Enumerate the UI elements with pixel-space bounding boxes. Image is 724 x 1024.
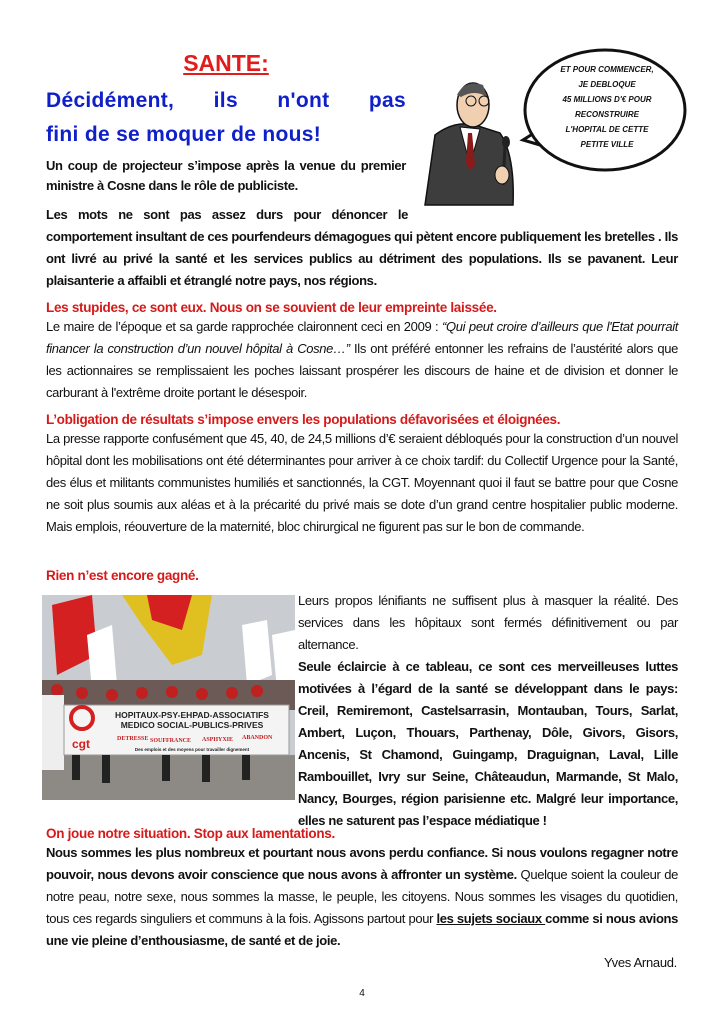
section-obligation [46, 412, 678, 538]
demonstration-photo [42, 595, 295, 800]
bubble-line: 45 MILLIONS D'€ POUR [562, 95, 652, 104]
section-text-bold: Nous sommes les plus nombreux et pourtant nous avons perdu confiance. Si nous voulons regagner notre pouvoir, nous devons avoir conscience que nous avons à affronter un système. [46, 845, 678, 882]
section-text-bold: Seule éclaircie à ce tableau, ce sont ces merveilleuses luttes motivées à l’égard de la santé se développant dans le pays: Creil, Remiremont, Castelsarrasin, Montauban, Tours, Sarlat, Ambert, Luçon, Thouars, Parthenay, Dôle, Givors, Gisors, Ancenis, St Chamond, Guingamp, Draguignan, Laval, Lille Rambouillet, Ivry sur Seine, Châteaudun, Marmande, St Malo, Nancy, Bourges, région parisienne etc. Malgré leur importance, elles ne saturent pas l’espace médiatique ! [298, 659, 678, 828]
section-stupides [46, 300, 678, 404]
section-rien-text [298, 590, 678, 832]
bubble-line: ET POUR COMMENCER, [560, 65, 654, 74]
banner-line-1: HOPITAUX-PSY-EHPAD-ASSOCIATIFS [115, 710, 269, 720]
section-heading: Les stupides, ce sont eux. Nous on se souvient de leur empreinte laissée. [46, 300, 497, 315]
section-text: Leurs propos lénifiants ne suffisent plus à masquer la réalité. Des services dans les hôpitaux sont fermés définitivement ou par alternance. [298, 593, 678, 652]
page-title: SANTE: [183, 50, 269, 76]
section-heading: On joue notre situation. Stop aux lamentations. [46, 826, 335, 841]
cgt-logo: cgt [72, 737, 90, 751]
banner-word: DETRESSE [117, 736, 149, 742]
signature: Yves Arnaud. [603, 955, 677, 970]
politician-figure [425, 83, 513, 205]
quote: “Qui peut croire d’ailleurs que l'Etat pourrait financer la construction d’un nouvel hôpital à Cosne…” [46, 319, 678, 356]
section-text: Quelque soient la couleur de notre peau, notre sexe, nous sommes la masse, le peuple, les citoyens. Nous sommes les visages du quotidien, tous ces regards singuliers et communs à la fois. Agissons partout pour [46, 867, 678, 926]
section-heading: Rien n’est encore gagné. [46, 568, 199, 583]
banner-word: ASPHYXIE [202, 737, 234, 743]
section-text: Ils ont préféré entonner les refrains de l’austérité alors que les actionnaires se remplissaient les poches laissant prospérer les discours de haine et de division et donner le carburant à l'extrême droite portant le désespoir. [46, 341, 678, 400]
section-heading: L’obligation de résultats s’impose envers les populations défavorisées et éloignées. [46, 412, 561, 427]
bubble-line: JE DEBLOQUE [578, 80, 636, 89]
intro-paragraph-2-wrap [46, 204, 678, 292]
speech-bubble-text [548, 62, 666, 152]
bubble-line: RECONSTRUIRE [574, 110, 639, 119]
section-text: La presse rapporte confusément que 45, 40, de 24,5 millions d’€ seraient débloqués pour la construction d’un nouvel hôpital dont les mobilisations ont été déterminantes pour arriver à ce choix tardif: du Collectif Urgence pour la Santé, des élus et militants communistes humiliés et sanctionnés, la CGT. Moyennant quoi il faut se battre pour que Cosne ne soit plus soumis aux aléas et à la précarité du privé mais se dote d’un grand centre hospitalier public moderne. Mais emplois, réouverture de la maternité, bloc chirurgical ne figurent pas sur le bon de commande. [46, 431, 678, 534]
banner-word: SOUFFRANCE [150, 738, 192, 744]
section-text-bold: comme si nous avions une vie pleine d’enthousiasme, de santé et de joie. [46, 911, 679, 948]
page-number: 4 [359, 988, 365, 999]
banner-line-2: MEDICO SOCIAL-PUBLICS-PRIVES [120, 720, 264, 730]
section-on-joue [46, 826, 678, 952]
banner-bottom: Des emplois et des moyens pour travailler dignement [134, 747, 250, 752]
bubble-line: PETITE VILLE [580, 140, 634, 149]
intro-paragraph-1: Un coup de projecteur s’impose après la venue du premier ministre à Cosne dans le rôle de publiciste. [46, 158, 406, 193]
section-text: Le maire de l’époque et sa garde rapprochée claironnent ceci en 2009 : [46, 319, 443, 334]
banner-word: ABANDON [242, 735, 273, 741]
headline-line-2: fini de se moquer de nous! [46, 123, 321, 146]
headline-line-1: Décidément, ils n'ont pas [46, 89, 406, 112]
intro-paragraph-2: Les mots ne sont pas assez durs pour dénoncer le comportement insultant de ces pourfendeurs démagogues qui pètent encore publiquement les bretelles . Ils ont livré au privé la santé et les services publics au détriment des populations. Ils se pavanent. Leur plaisanterie a affaibli et étranglé notre pays, nos régions. [46, 207, 678, 288]
bubble-line: L'HOPITAL DE CETTE [565, 125, 649, 134]
underlined-text: les sujets sociaux [436, 911, 546, 926]
